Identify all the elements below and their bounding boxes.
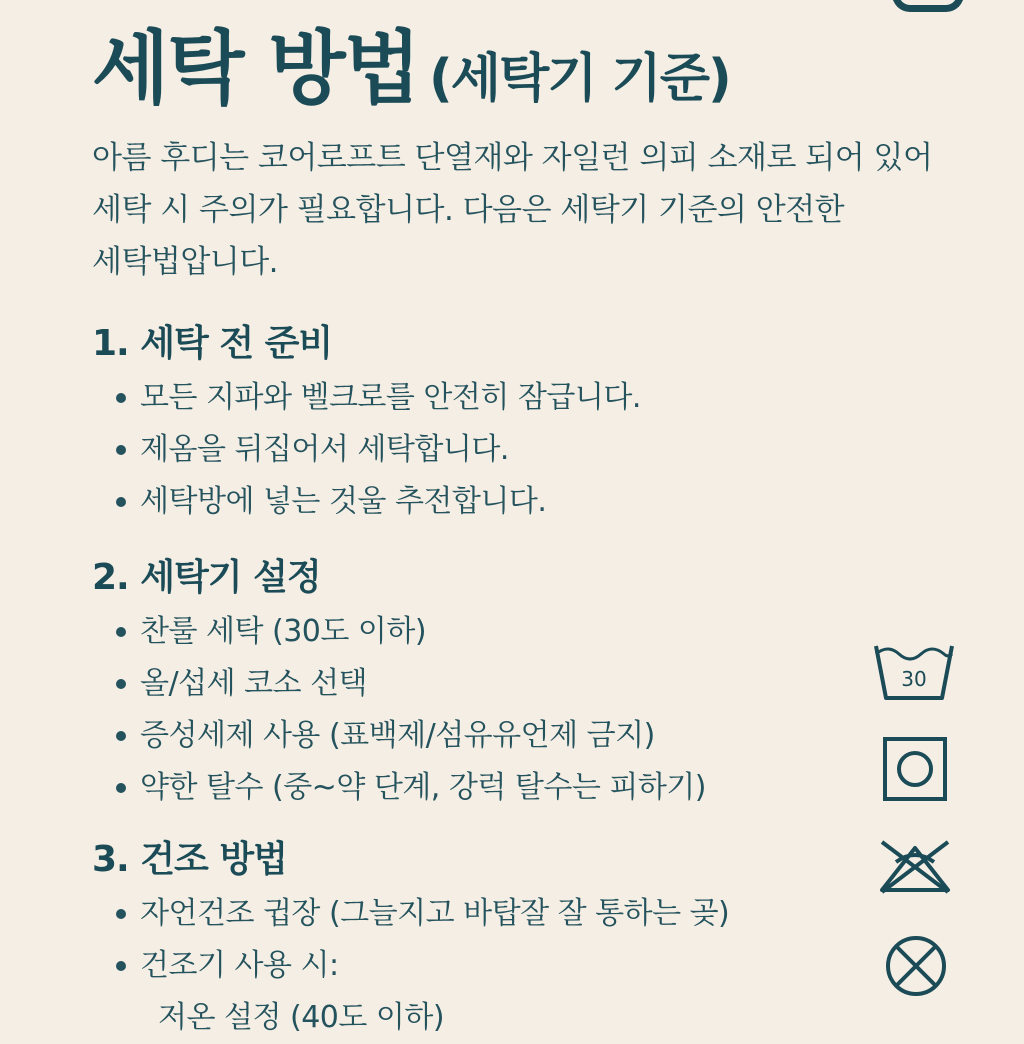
- bullet-icon: [116, 783, 126, 793]
- list-item: [92, 888, 729, 940]
- list-subitem: [92, 992, 729, 1044]
- bullet-icon: [116, 909, 126, 919]
- section-drying: [92, 832, 729, 1044]
- list-item: [92, 710, 706, 762]
- list-item-text: 제옴을 뒤집어서 세탁합니다.: [140, 432, 509, 467]
- list-item-text: 찬룰 세탁 (30도 이하): [140, 614, 427, 649]
- list-item-text: 모든 지파와 벨크로를 안전히 잠급니다.: [140, 380, 641, 415]
- bullet-icon: [116, 445, 126, 455]
- section-heading: 2. 세탁기 설정: [92, 557, 321, 598]
- list-item: [92, 606, 706, 658]
- intro-line: 아름 후디는 코어로프트 단열재와 자일런 의피 소재로 되어 있어: [92, 140, 933, 176]
- list-subitem-text: 저온 설정 (40도 이하): [158, 1000, 445, 1035]
- list-item: [92, 476, 641, 528]
- list-item-text: 건조기 사용 시:: [140, 948, 339, 983]
- wash-30-icon: [872, 640, 956, 704]
- list-item: [92, 940, 729, 992]
- list-item-text: 세탁방에 넣는 것울 추전합니다.: [140, 484, 547, 519]
- intro-paragraph: [92, 132, 992, 288]
- list-item: [92, 372, 641, 424]
- title-sub: (세탁기 기준): [428, 49, 730, 109]
- bullet-icon: [116, 627, 126, 637]
- list-item: [92, 658, 706, 710]
- bullet-icon: [116, 961, 126, 971]
- bullet-icon: [116, 731, 126, 741]
- section-list: [92, 372, 641, 528]
- cropped-care-icon: [892, 0, 964, 12]
- bullet-icon: [116, 393, 126, 403]
- wash-temp-label: 30: [901, 667, 927, 691]
- title-main: 세탁 방법: [92, 22, 419, 115]
- intro-line: 세탁 시 주의가 필요합니다. 다음은 세탁기 기준의 안전한: [92, 192, 845, 228]
- section-list: [92, 888, 729, 1044]
- list-item: [92, 424, 641, 476]
- no-dry-clean-icon: [884, 934, 948, 998]
- page-title: [92, 4, 730, 119]
- intro-line: 세탁법압니다.: [92, 244, 279, 280]
- no-bleach-icon: [876, 838, 954, 896]
- section-heading: 3. 건조 방법: [92, 839, 287, 880]
- list-item-text: 자언건조 귑장 (그늘지고 바탑잘 잘 통하는 곶): [140, 896, 730, 931]
- section-list: [92, 606, 706, 814]
- bullet-icon: [116, 679, 126, 689]
- list-item-text: 약한 탈수 (중~약 단계, 강럭 탈수는 피하기): [140, 770, 706, 805]
- section-washer-settings: [92, 550, 706, 814]
- section-prep: [92, 316, 641, 528]
- list-item-text: 증성세제 사용 (표백제/섬유유언제 금지): [140, 718, 655, 753]
- bullet-icon: [116, 497, 126, 507]
- section-heading: 1. 세탁 전 준비: [92, 323, 333, 364]
- tumble-dry-icon: [882, 736, 948, 802]
- list-item: [92, 762, 706, 814]
- list-item-text: 올/섭세 코소 선택: [140, 666, 368, 701]
